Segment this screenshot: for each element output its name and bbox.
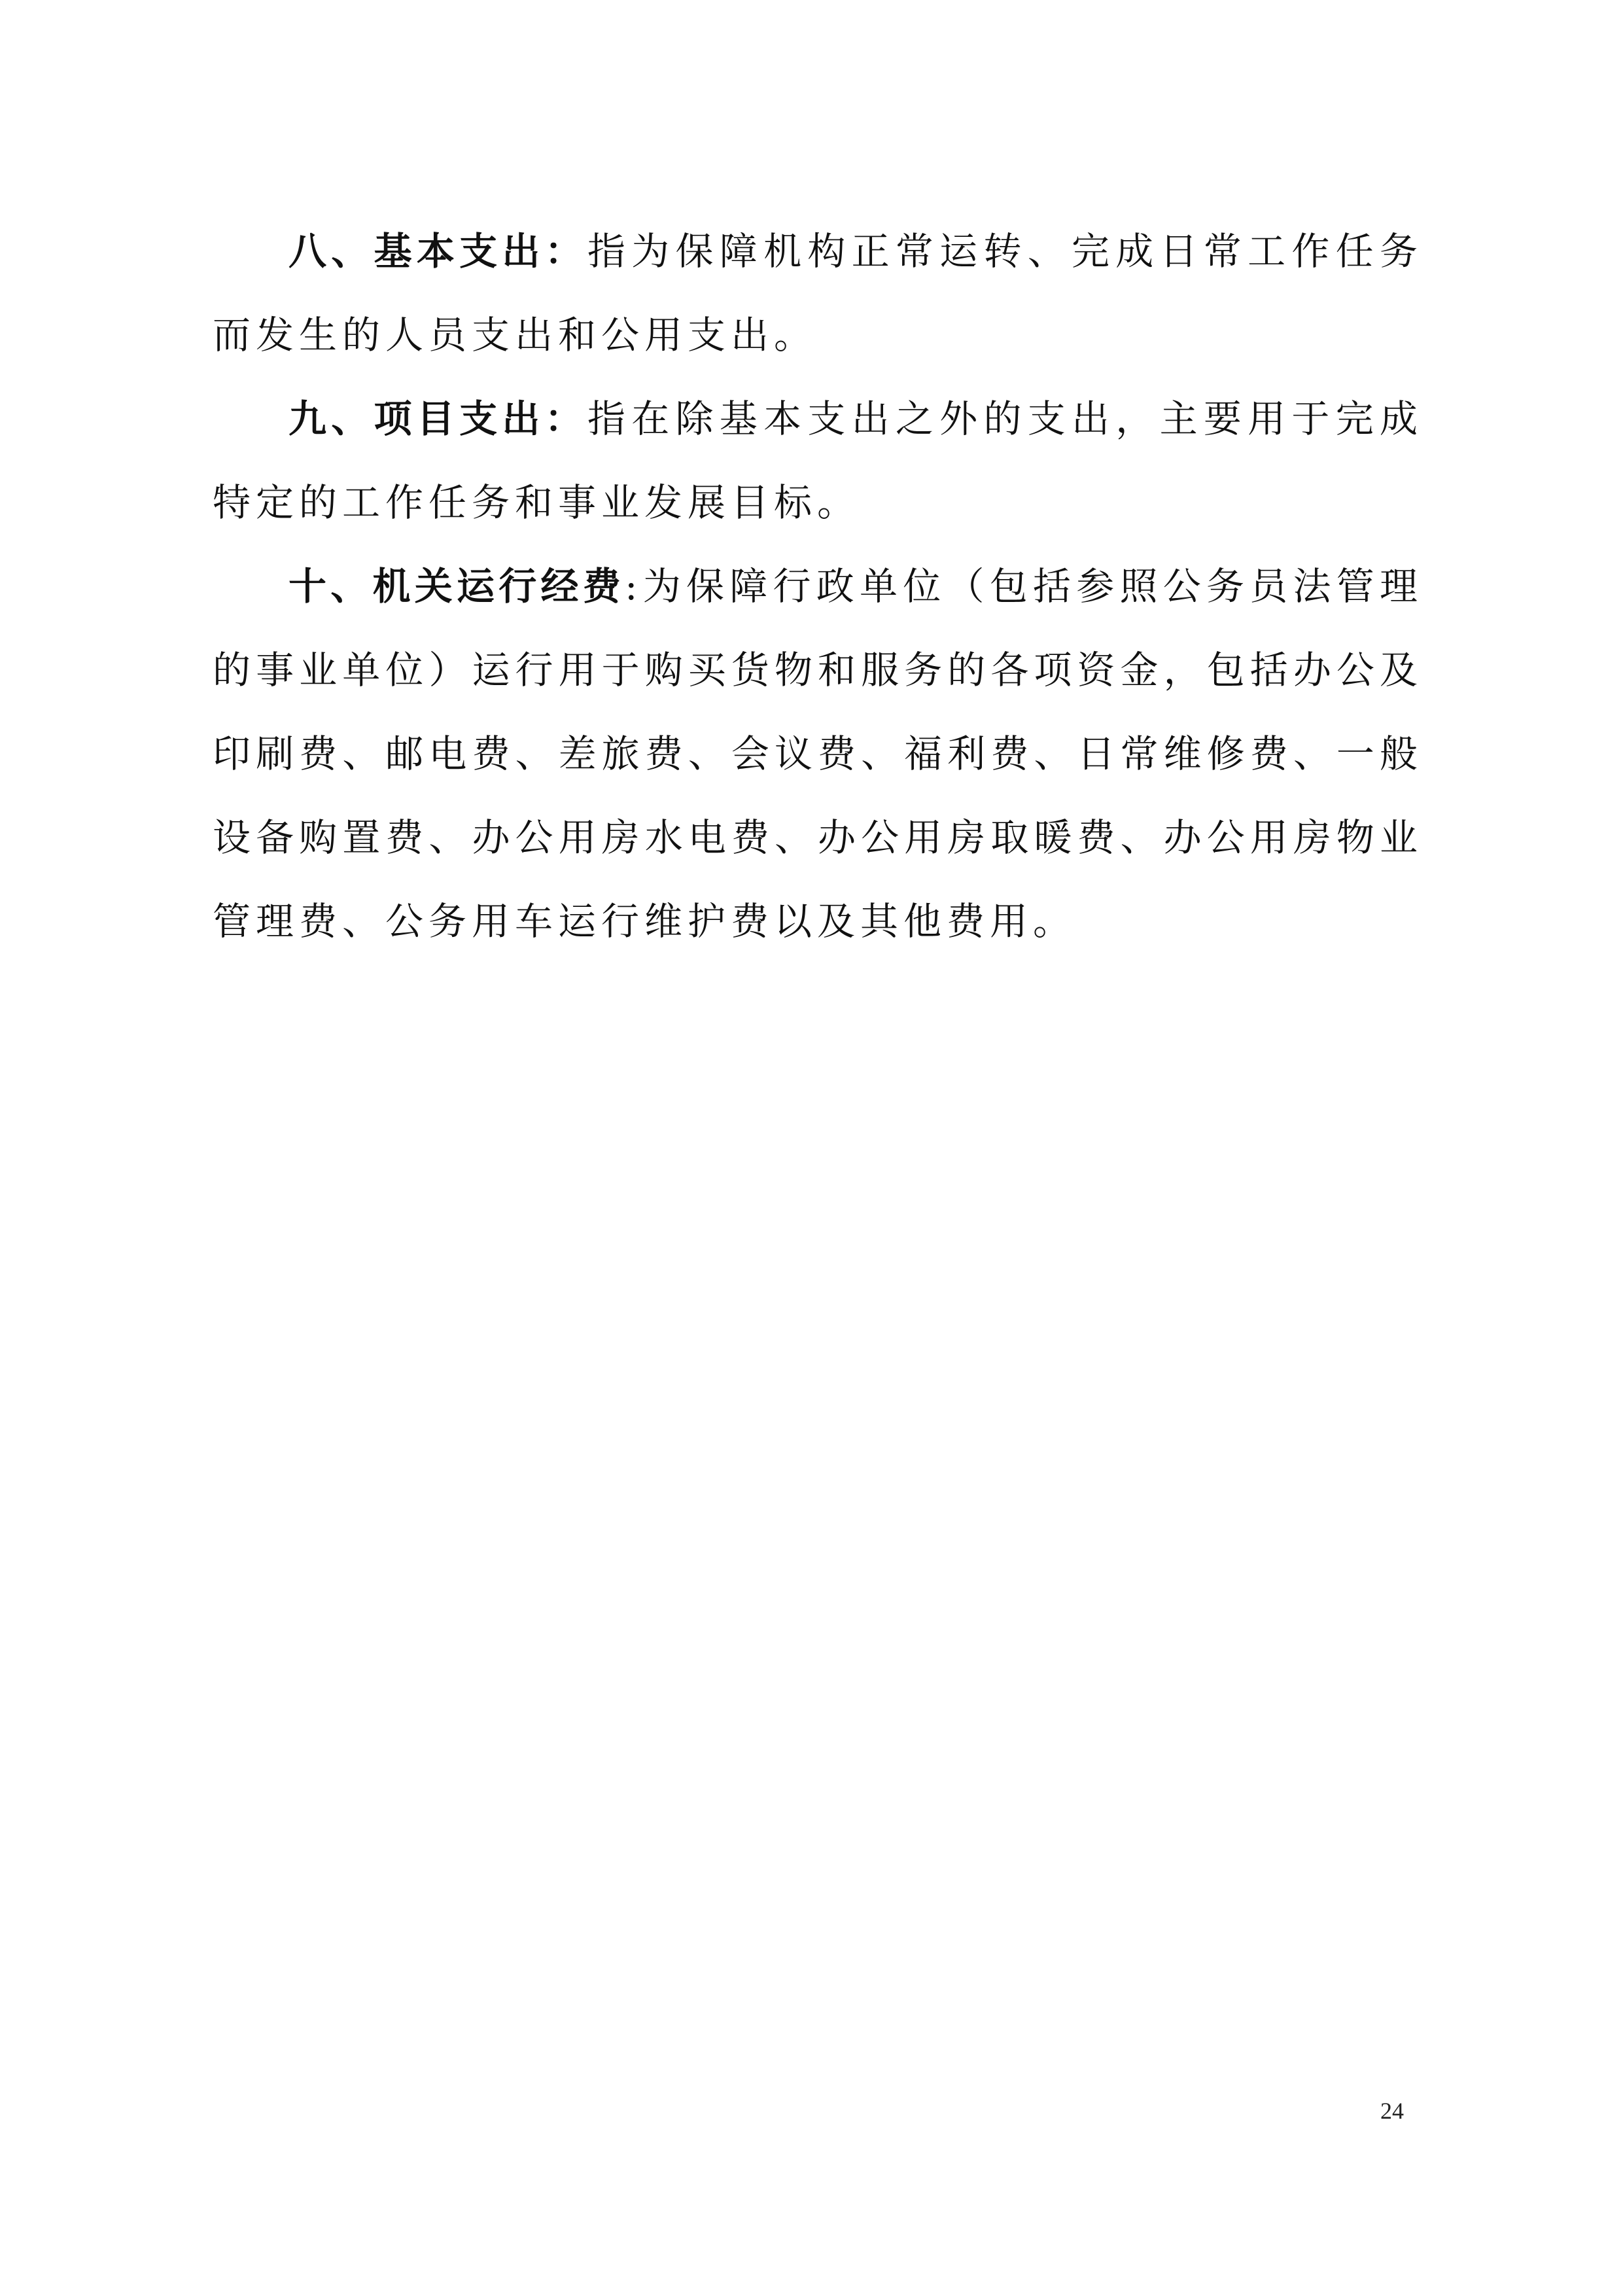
page-number: 24 [1380,2098,1404,2124]
term-basic-expenditure: 八、基本支出： [288,229,587,274]
paragraph-basic-expenditure [213,209,1423,377]
definition-project-expenditure: 指在除基本支出之外的支出，主要用于完成特定的工作任务和事业发展目标。 [213,397,1423,525]
definition-basic-expenditure: 指为保障机构正常运转、完成日常工作任务而发生的人员支出和公用支出。 [213,229,1423,357]
page-body [213,209,1423,963]
paragraph-operating-funds [213,544,1423,963]
definition-operating-funds: :为保障行政单位（包括参照公务员法管理的事业单位）运行用于购买货物和服务的各项资金，包括办公及印刷费、邮电费、差旅费、会议费、福利费、日常维修费、一般设备购置费、办公用房水电费、办公用房取暖费、办公用房物业管理费、公务用车运行维护费以及其他费用。 [213,564,1423,944]
term-operating-funds: 十、机关运行经费 [288,564,625,609]
term-project-expenditure: 九、项目支出： [288,397,587,441]
paragraph-project-expenditure [213,377,1423,544]
